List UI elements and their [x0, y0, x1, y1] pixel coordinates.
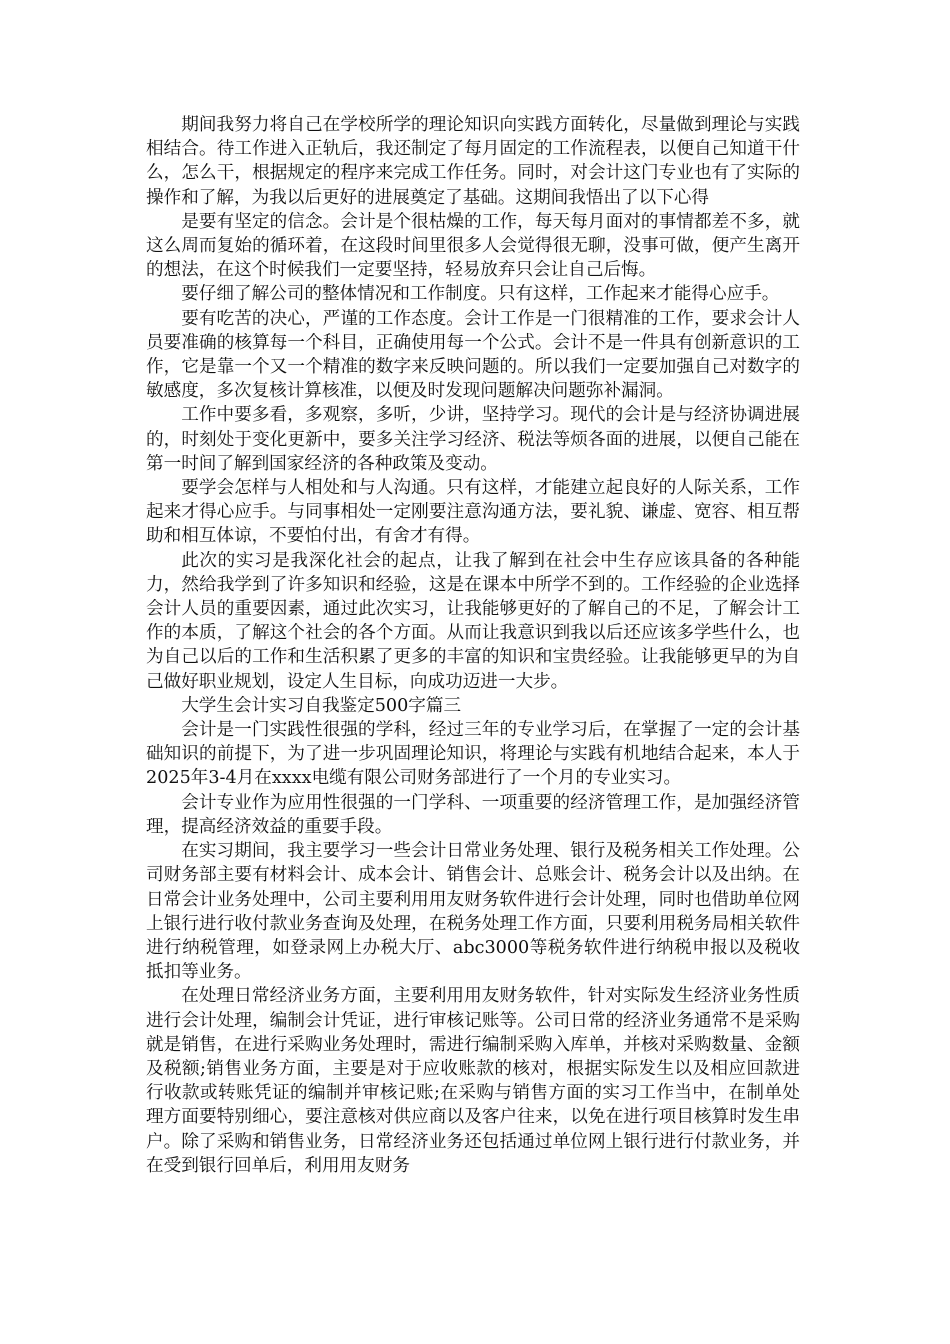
paragraph-know-company: 要仔细了解公司的整体情况和工作制度。只有这样，工作起来才能得心应手。 — [181, 284, 780, 305]
paragraph-hard-work: 要有吃苦的决心，严谨的工作态度。会计工作是一门很精准的工作，要求会计人员要准确的核算每一个科目，正确使用每一个公式。会计不是一件具有创新意识的工作，它是靠一个又一个精准的数字来反映问题的。所以我们一定要加强自己对数字的敏感度，多次复核计算核准，以便及时发现问题解决问题弥补漏洞。 — [146, 308, 800, 402]
paragraph-accounting-role: 会计专业作为应用性很强的一门学科、一项重要的经济管理工作，是加强经济管理，提高经济效益的重要手段。 — [146, 792, 800, 837]
paragraph-insight-intro: 期间我努力将自己在学校所学的理论知识向实践方面转化，尽量做到理论与实践相结合。待工作进入正轨后，我还制定了每月固定的工作流程表，以便自己知道干什么，怎么干，根据规定的程序来完成工作任务。同时，对会计这门专业也有了实际的操作和了解，为我以后更好的进展奠定了基础。这期间我悟出了以下心得 — [146, 115, 800, 208]
paragraph-business-processing: 在处理日常经济业务方面，主要利用用友财务软件，针对实际发生经济业务性质进行会计处理，编制会计凭证，进行审核记账等。公司日常的经济业务通常不是采购就是销售，在进行采购业务处理时，需进行编制采购入库单，并核对采购数量、金额及税额;销售业务方面，主要是对于应收账款的核对，根据实际发生以及相应回款进行收款或转账凭证的编制并审核记账;在采购与销售方面的实习工作当中，在制单处理方面要特别细心，要注意核对供应商以及客户往来，以免在进行项目核算时发生串户。除了采购和销售业务，日常经济业务还包括通过单位网上银行进行付款业务，并在受到银行回单后，利用用友财务 — [146, 986, 800, 1176]
paragraph-daily-work: 在实习期间，我主要学习一些会计日常业务处理、银行及税务相关工作处理。公司财务部主要有材料会计、成本会计、销售会计、总账会计、税务会计以及出纳。在日常会计业务处理中，公司主要利用用友财务软件进行会计处理，同时也借助单位网上银行进行收付款业务查询及处理，在税务处理工作方面，只要利用税务局相关软件进行纳税管理，如登录网上办税大厅、abc3000等税务软件进行纳税申报以及税收抵扣等业务。 — [146, 841, 800, 983]
paragraph-communication: 要学会怎样与人相处和与人沟通。只有这样，才能建立起良好的人际关系，工作起来才得心应手。与同事相处一定刚要注意沟通方法，要礼貌、谦虚、宽容、相互帮助和相互体谅，不要怕付出，有舍才有得。 — [146, 478, 800, 547]
paragraph-section-intro: 会计是一门实践性很强的学科，经过三年的专业学习后，在掌握了一定的会计基础知识的前提下，为了进一步巩固理论知识，将理论与实践有机地结合起来，本人于2025年3-4月在xxxx电缆有限公司财务部进行了一个月的专业实习。 — [146, 720, 800, 789]
section-heading: 大学生会计实习自我鉴定500字篇三 — [181, 695, 462, 716]
paragraph-firm-belief: 是要有坚定的信念。会计是个很枯燥的工作，每天每月面对的事情都差不多，就这么周而复始的循环着，在这段时间里很多人会觉得很无聊，没事可做，便产生离开的想法，在这个时候我们一定要坚持，轻易放弃只会让自己后悔。 — [146, 211, 800, 281]
paragraph-keep-learning: 工作中要多看，多观察，多听，少讲，坚持学习。现代的会计是与经济协调进展的，时刻处于变化更新中，要多关注学习经济、税法等烦各面的进展，以便自己能在第一时间了解到国家经济的各种政策及变动。 — [146, 405, 800, 474]
paragraph-internship-summary: 此次的实习是我深化社会的起点，让我了解到在社会中生存应该具备的各种能力，然给我学到了许多知识和经验，这是在课本中所学不到的。工作经验的企业选择会计人员的重要因素，通过此次实习，让我能够更好的了解自己的不足，了解会计工作的本质，了解这个社会的各个方面。从而让我意识到我以后还应该多学些什么，也为自己以后的工作和生活积累了更多的丰富的知识和宝贵经验。让我能够更早的为自己做好职业规划，设定人生目标，向成功迈进一大步。 — [146, 550, 800, 692]
document-body — [146, 113, 800, 1178]
